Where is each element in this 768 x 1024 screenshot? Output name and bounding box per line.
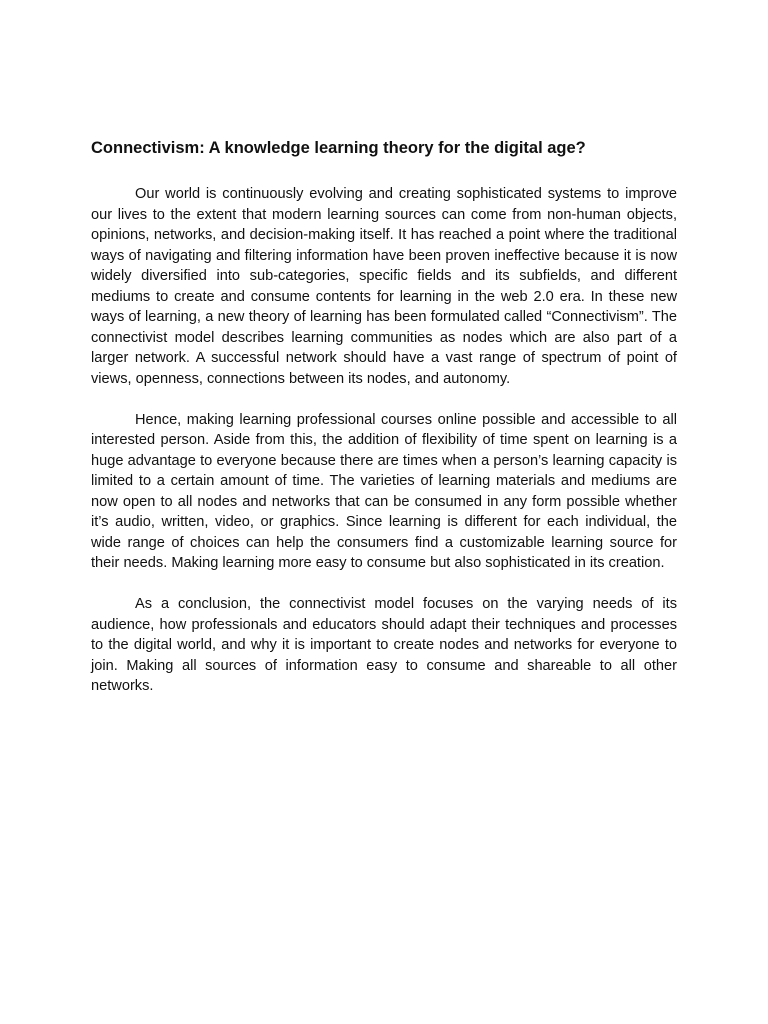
document-title: Connectivism: A knowledge learning theory for the digital age? [91, 139, 586, 157]
paragraph-intro: Our world is continuously evolving and creating sophisticated systems to improve our lives to the extent that modern learning sources can come from non-human objects, opinions, networks, and decision-making itself. It has reached a point where the traditional ways of navigating and filtering information have been proven ineffective because it is now widely diversified into sub-categories, specific fields and its subfields, and different mediums to create and consume contents for learning in the web 2.0 era. In these new ways of learning, a new theory of learning has been formulated called “Connectivism”. The connectivist model describes learning communities as nodes which are also part of a larger network. A successful network should have a vast range of spectrum of point of views, openness, connections between its nodes, and autonomy. [91, 186, 677, 387]
paragraph-accessibility: Hence, making learning professional courses online possible and accessible to all interested person. Aside from this, the addition of flexibility of time spent on learning is a huge advantage to everyone because there are times when a person’s learning capacity is limited to a certain amount of time. The varieties of learning materials and mediums are now open to all nodes and networks that can be consumed in any form possible whether it’s audio, written, video, or graphics. Since learning is different for each individual, the wide range of choices can help the consumers find a customizable learning source for their needs. Making learning more easy to consume but also sophisticated in its creation. [91, 411, 677, 571]
document-body [91, 184, 677, 717]
paragraph-conclusion: As a conclusion, the connectivist model focuses on the varying needs of its audience, how professionals and educators should adapt their techniques and processes to the digital world, and why it is important to create nodes and networks for everyone to join. Making all sources of information easy to consume and shareable to all other networks. [91, 596, 677, 694]
